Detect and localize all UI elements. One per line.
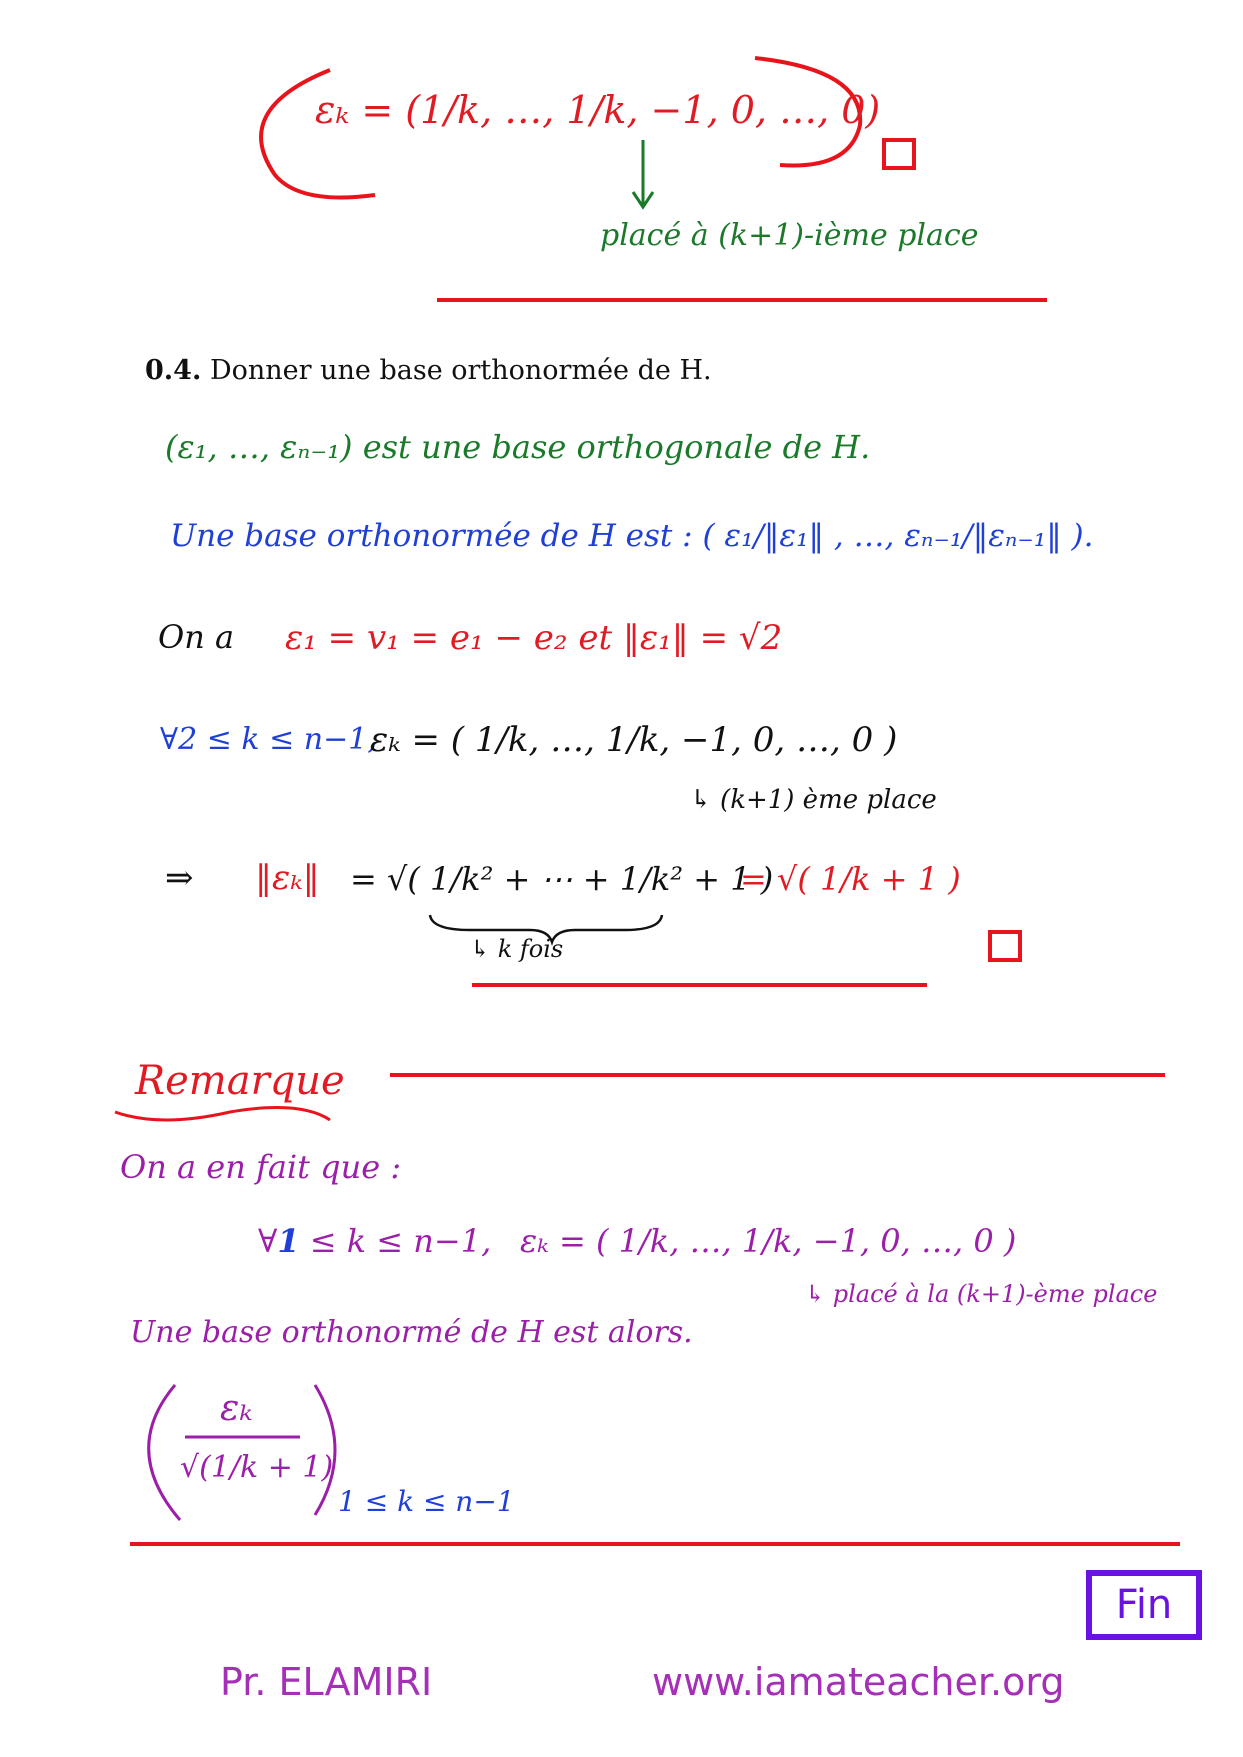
qed-box-top: [882, 138, 916, 170]
fin-badge: Fin: [1086, 1570, 1202, 1640]
separator-bottom: [130, 1542, 1180, 1546]
final-left-paren: [149, 1385, 180, 1520]
norm-arrow: ⇒: [165, 858, 194, 898]
remark-formula: εₖ = ( 1/k, …, 1/k, −1, 0, …, 0 ): [520, 1222, 1017, 1260]
line-on-a-formula: ε₁ = v₁ = e₁ − e₂ et ‖ε₁‖ = √2: [285, 618, 783, 658]
separator-top: [437, 298, 1047, 302]
norm-mid: = √( 1/k² + ⋯ + 1/k² + 1 ): [350, 860, 774, 898]
remark-line3: Une base orthonormé de H est alors.: [130, 1315, 693, 1350]
final-denominator: √(1/k + 1): [180, 1450, 334, 1485]
forall-condition: ∀2 ≤ k ≤ n−1,: [160, 722, 377, 757]
remark-cond: [258, 1222, 491, 1260]
final-index: 1 ≤ k ≤ n−1: [338, 1485, 515, 1518]
remark-cond-prefix: ∀: [258, 1222, 278, 1260]
remark-cond-rest: ≤ k ≤ n−1,: [309, 1222, 492, 1260]
question-heading: [140, 345, 810, 397]
footer-author: Pr. ELAMIRI: [220, 1660, 433, 1704]
question-number: 0.4.: [145, 355, 202, 386]
top-annotation: placé à (k+1)-ième place: [600, 218, 979, 253]
qed-box-middle: [988, 930, 1022, 962]
top-formula: εₖ = (1/k, …, 1/k, −1, 0, …, 0): [315, 88, 881, 132]
forall-note: ↳ (k+1) ème place: [690, 785, 937, 815]
line-orthogonal: (ε₁, …, εₙ₋₁) est une base orthogonale de H.: [165, 428, 871, 466]
separator-middle: [472, 983, 927, 987]
remark-title: Remarque: [135, 1058, 345, 1104]
remark-swoosh: [115, 1108, 330, 1121]
footer-website[interactable]: www.iamateacher.org: [652, 1660, 1065, 1704]
norm-rhs: = √( 1/k + 1 ): [740, 860, 961, 898]
line-orthonormal: Une base orthonormée de H est : ( ε₁/‖ε₁‖ , …, εₙ₋₁/‖εₙ₋₁‖ ).: [170, 518, 1094, 554]
forall-formula: εₖ = ( 1/k, …, 1/k, −1, 0, …, 0 ): [370, 720, 898, 760]
norm-lhs: ‖εₖ‖: [255, 858, 320, 898]
remark-note: ↳ placé à la (k+1)-ème place: [805, 1280, 1158, 1308]
final-numerator: εₖ: [220, 1388, 253, 1429]
question-text: Donner une base orthonormée de H.: [209, 355, 712, 386]
remark-cond-one: 1: [277, 1222, 300, 1260]
remark-line1: On a en fait que :: [120, 1148, 402, 1186]
norm-note: ↳ k fois: [470, 935, 564, 963]
remark-rule: [390, 1073, 1165, 1077]
line-on-a-prefix: On a: [158, 618, 235, 656]
